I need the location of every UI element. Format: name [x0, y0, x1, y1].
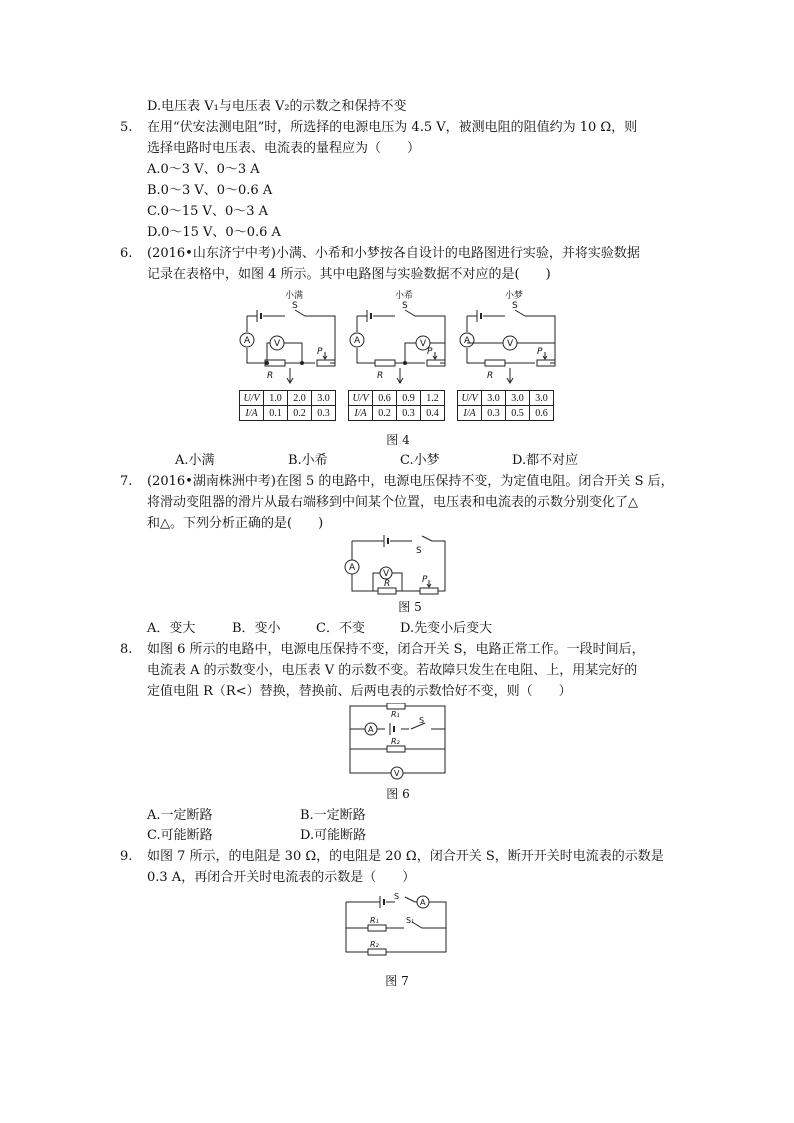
q5-number: 5. [120, 120, 133, 135]
figure-6-caption: 图 6 [386, 787, 410, 801]
svg-text:S₁: S₁ [406, 916, 415, 925]
q7-option-c: C．不变 [316, 621, 365, 636]
svg-text:V: V [383, 569, 390, 579]
svg-text:R₂: R₂ [370, 940, 379, 949]
figure-5-circuit [340, 533, 455, 599]
svg-text:P: P [422, 575, 428, 585]
svg-text:V: V [420, 339, 427, 349]
svg-text:S: S [394, 892, 400, 901]
q7-number: 7. [120, 474, 133, 489]
q8-stem-line1: 如图 6 所示的电路中，电源电压保持不变，闭合开关 S，电路正常工作。一段时间后， [147, 642, 645, 657]
q8-option-c: C.可能断路 [147, 828, 213, 843]
svg-text:A: A [420, 898, 426, 907]
svg-text:S: S [419, 716, 425, 725]
figure-5-caption: 图 5 [398, 600, 422, 614]
svg-text:A: A [368, 725, 374, 734]
q8-option-d: D.可能断路 [300, 828, 367, 843]
q6-stem-line2: 记录在表格中，如图 4 所示。其中电路图与实验数据不对应的是( ) [147, 267, 551, 282]
svg-text:S: S [402, 301, 408, 311]
q7-stem-line1: (2016•湖南株洲中考)在图 5 的电路中，电源电压保持不变，为定值电阻。闭合开关 S 后， [147, 474, 674, 489]
svg-text:V: V [274, 339, 281, 349]
svg-text:R: R [487, 371, 494, 381]
circuit-xiaoman-name: 小满 [285, 291, 304, 301]
figure-7-caption: 图 7 [385, 974, 409, 988]
q5-stem-line1: 在用“伏安法测电阻”时，所选择的电源电压为 4.5 V，被测电阻的阻值约为 10 Ω，则 [147, 120, 638, 135]
q7-stem-line2: 将滑动变阻器的滑片从最右端移到中间某个位置，电压表和电流表的示数分别变化了△ [147, 495, 638, 510]
q6-option-b: B.小希 [288, 453, 328, 468]
svg-text:A: A [464, 336, 471, 346]
svg-text:P: P [317, 347, 323, 357]
svg-text:R₁: R₁ [370, 916, 379, 925]
svg-text:A: A [244, 336, 251, 346]
q8-stem-line2: 电流表 A 的示数变小，电压表 V 的示数不变。若故障只发生在电阻、上，用某完好的 [147, 663, 638, 678]
svg-text:V: V [507, 339, 514, 349]
q5-option-a: A.0～3 V、0～3 A [147, 162, 260, 177]
svg-text:S: S [416, 546, 422, 556]
svg-text:A: A [354, 336, 361, 346]
q6-stem-line1: (2016•山东济宁中考)小满、小希和小梦按各自设计的电路图进行实验，并将实验数据 [147, 246, 640, 261]
figure-4-circuits [230, 288, 570, 388]
q9-stem-line1: 如图 7 所示，的电阻是 30 Ω，的电阻是 20 Ω，闭合开关 S，断开开关时电流表的示数是 [147, 849, 664, 864]
figure-7-circuit [340, 890, 452, 960]
q6-option-a: A.小满 [175, 453, 215, 468]
svg-text:R: R [377, 371, 384, 381]
circuit-xiaoxi [350, 310, 445, 366]
table-xiaoman: U/V 1.0 2.0 3.0 I/A 0.1 0.2 0.3 [239, 390, 336, 421]
q6-option-d: D.都不对应 [512, 453, 579, 468]
circuit-xiaoman [240, 310, 335, 366]
svg-text:S: S [292, 301, 298, 311]
q5-option-d: D.0～15 V、0～0.6 A [147, 225, 281, 240]
table-xiaoxi: U/V 0.6 0.9 1.2 I/A 0.2 0.3 0.4 [348, 390, 445, 421]
q5-option-b: B.0～3 V、0～0.6 A [147, 183, 273, 198]
svg-text:R: R [384, 579, 391, 589]
q9-stem-line2: 0.3 A，再闭合开关时电流表的示数是（ ） [147, 870, 416, 885]
q7-option-b: B．变小 [232, 621, 281, 636]
q8-stem-line3: 定值电阻 R（R<）替换，替换前、后两电表的示数恰好不变，则（ ） [147, 684, 572, 699]
svg-text:R₁: R₁ [391, 710, 400, 719]
circuit-xiaomeng [460, 310, 555, 366]
figure-6-circuit [345, 703, 450, 781]
svg-text:A: A [349, 563, 356, 573]
q5-stem-line2: 选择电路时电压表、电流表的量程应为（ ） [147, 141, 421, 156]
q8-option-a: A.一定断路 [147, 808, 213, 823]
svg-text:R: R [267, 371, 274, 381]
q9-number: 9. [120, 849, 133, 864]
svg-text:R₂: R₂ [391, 737, 400, 746]
q7-option-a: A．变大 [147, 621, 196, 636]
q4-option-d: D.电压表 V₁与电压表 V₂的示数之和保持不变 [147, 99, 407, 114]
svg-text:P: P [537, 347, 543, 357]
q7-stem-line3: 和△。下列分析正确的是( ) [147, 516, 324, 531]
svg-text:V: V [394, 769, 400, 778]
q7-option-d: D.先变小后变大 [400, 621, 493, 636]
q6-option-c: C.小梦 [400, 453, 440, 468]
q6-number: 6. [120, 246, 133, 261]
svg-text:P: P [427, 347, 433, 357]
svg-text:S: S [512, 301, 518, 311]
q8-number: 8. [120, 642, 133, 657]
q8-option-b: B.一定断路 [300, 808, 366, 823]
circuit-xiaoxi-name: 小希 [395, 291, 414, 301]
figure-4-caption: 图 4 [386, 433, 410, 447]
circuit-xiaomeng-name: 小梦 [505, 291, 524, 301]
q5-option-c: C.0～15 V、0～3 A [147, 204, 269, 219]
table-xiaomeng: U/V 3.0 3.0 3.0 I/A 0.3 0.5 0.6 [457, 390, 554, 421]
